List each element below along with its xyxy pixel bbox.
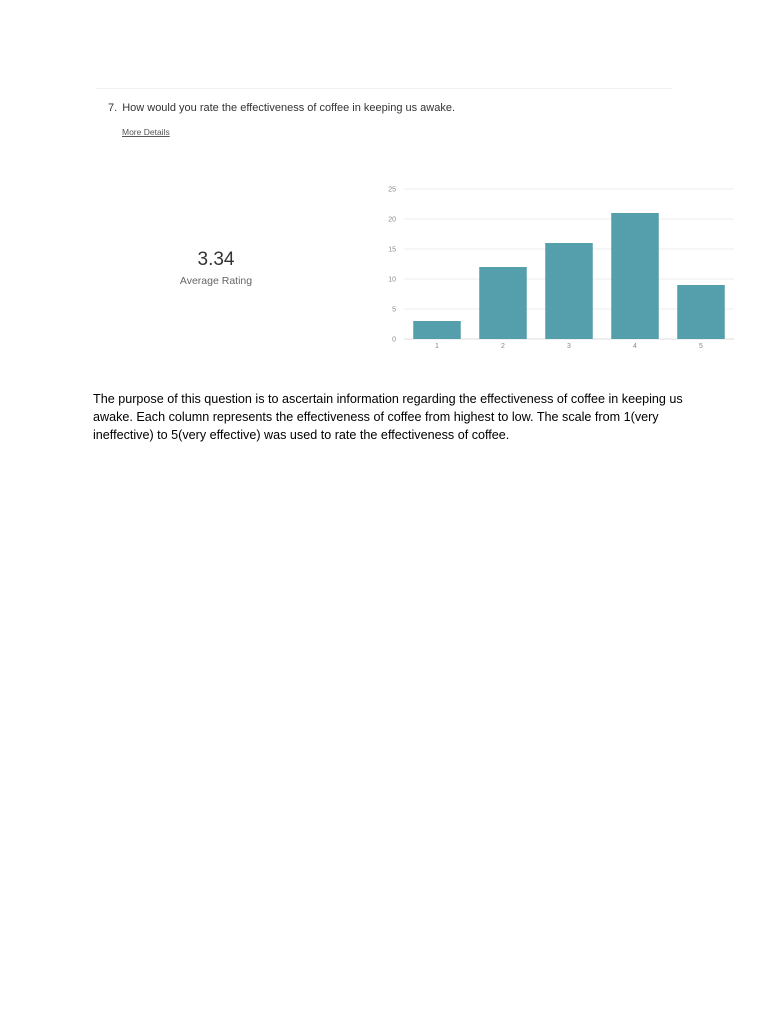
bar-1 [413,321,461,339]
bar-4 [611,213,659,339]
y-tick-label: 15 [388,246,396,254]
x-tick-label: 3 [567,343,571,350]
question-text: How would you rate the effectiveness of coffee in keeping us awake. [122,102,456,114]
question-number: 7. [108,102,118,114]
y-tick-label: 10 [388,276,396,284]
average-rating-label: Average Rating [179,275,253,287]
y-tick-label: 25 [388,186,396,194]
bar-chart-svg [364,177,744,367]
survey-result-panel [96,88,703,357]
y-tick-label: 5 [392,306,396,314]
question-heading [108,102,455,114]
bar-3 [545,243,593,339]
x-tick-label: 4 [633,343,637,350]
more-details-link[interactable]: More Details [122,127,170,137]
bar-5 [677,285,725,339]
bar-2 [479,267,527,339]
x-tick-label: 2 [501,343,505,350]
x-tick-label: 5 [699,343,703,350]
average-rating-value: 3.34 [197,249,235,270]
description-paragraph: The purpose of this question is to ascertain information regarding the effectiveness of coffee in keeping us awake. Each column represents the effectiveness of coffee from highest to low. The scale from 1(very ineffective) to 5(very effective) was used to rate the effectiveness of coffee. [93,391,683,442]
rating-bar-chart [364,177,744,367]
y-tick-label: 0 [392,336,396,344]
x-tick-label: 1 [435,343,439,350]
y-tick-label: 20 [388,216,396,224]
